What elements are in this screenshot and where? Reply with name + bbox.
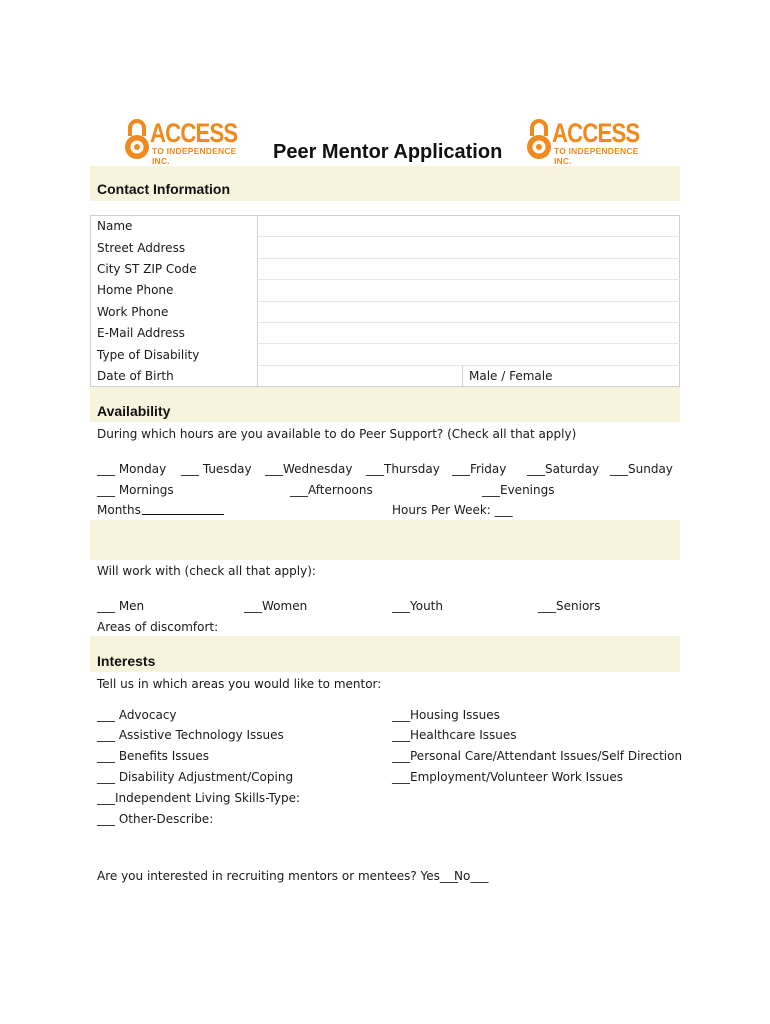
- checkbox-healthcare[interactable]: ___Healthcare Issues: [392, 728, 517, 742]
- months-label: Months: [97, 503, 141, 517]
- city-st-zip-field[interactable]: [258, 258, 680, 279]
- work-phone-field[interactable]: [258, 301, 680, 322]
- interests-heading: Interests: [97, 653, 156, 669]
- page-title: Peer Mentor Application: [273, 141, 503, 163]
- email-field[interactable]: [258, 322, 680, 343]
- checkbox-youth[interactable]: ___Youth: [392, 599, 443, 613]
- table-row: [91, 365, 680, 386]
- checkbox-wednesday[interactable]: ___Wednesday: [265, 462, 353, 476]
- table-row: [91, 322, 680, 343]
- availability-spacer-band: [90, 520, 680, 560]
- name-field[interactable]: [258, 216, 680, 237]
- field-label-name: Name: [91, 216, 258, 237]
- table-row: [91, 301, 680, 322]
- lock-icon: [526, 116, 552, 162]
- lock-icon: [124, 116, 150, 162]
- checkbox-evenings[interactable]: ___Evenings: [482, 483, 555, 497]
- availability-question: During which hours are you available to do Peer Support? (Check all that apply): [97, 427, 577, 441]
- date-of-birth-field[interactable]: [258, 365, 463, 386]
- logo-brand-text: ACCESS: [150, 118, 238, 148]
- table-row: [91, 237, 680, 258]
- table-row: [91, 216, 680, 237]
- interests-prompt: Tell us in which areas you would like to mentor:: [97, 677, 382, 691]
- contact-heading: Contact Information: [97, 181, 230, 197]
- table-row: [91, 258, 680, 279]
- checkbox-men[interactable]: ___ Men: [97, 599, 145, 613]
- type-of-disability-field[interactable]: [258, 344, 680, 365]
- field-label-city-st-zip: City ST ZIP Code: [91, 258, 258, 279]
- checkbox-sunday[interactable]: ___Sunday: [610, 462, 673, 476]
- checkbox-monday[interactable]: ___ Monday: [97, 462, 167, 476]
- table-row: [91, 280, 680, 301]
- checkbox-afternoons[interactable]: ___Afternoons: [290, 483, 373, 497]
- field-label-work-phone: Work Phone: [91, 301, 258, 322]
- checkbox-housing[interactable]: ___Housing Issues: [392, 708, 500, 722]
- checkbox-seniors[interactable]: ___Seniors: [538, 599, 601, 613]
- checkbox-women[interactable]: ___Women: [244, 599, 308, 613]
- logo-subtitle-text: TO INDEPENDENCE INC.: [152, 146, 237, 166]
- home-phone-field[interactable]: [258, 280, 680, 301]
- recruit-no[interactable]: No___: [454, 869, 489, 883]
- table-row: [91, 344, 680, 365]
- contact-section-header: [90, 166, 680, 201]
- checkbox-friday[interactable]: ___Friday: [452, 462, 507, 476]
- areas-of-discomfort-label: Areas of discomfort:: [97, 620, 219, 634]
- checkbox-saturday[interactable]: ___Saturday: [527, 462, 600, 476]
- checkbox-employment[interactable]: ___Employment/Volunteer Work Issues: [392, 770, 623, 784]
- field-label-type-of-disability: Type of Disability: [91, 344, 258, 365]
- checkbox-advocacy[interactable]: ___ Advocacy: [97, 708, 177, 722]
- field-label-home-phone: Home Phone: [91, 280, 258, 301]
- logo-left: [124, 116, 248, 166]
- field-label-date-of-birth: Date of Birth: [91, 365, 258, 386]
- checkbox-personal-care[interactable]: ___Personal Care/Attendant Issues/Self Direction: [392, 749, 683, 763]
- interests-section-header: [90, 636, 680, 672]
- checkbox-mornings[interactable]: ___ Mornings: [97, 483, 174, 497]
- months-input[interactable]: [142, 514, 224, 515]
- contact-table: [90, 215, 680, 387]
- logo-right: [526, 116, 650, 166]
- work-with-question: Will work with (check all that apply):: [97, 564, 316, 578]
- field-label-email: E-Mail Address: [91, 322, 258, 343]
- field-label-street-address: Street Address: [91, 237, 258, 258]
- gender-field[interactable]: Male / Female: [463, 365, 680, 386]
- checkbox-assistive-technology[interactable]: ___ Assistive Technology Issues: [97, 728, 284, 742]
- logo-subtitle-text: TO INDEPENDENCE INC.: [554, 146, 639, 166]
- checkbox-benefits[interactable]: ___ Benefits Issues: [97, 749, 210, 763]
- hours-per-week-field[interactable]: Hours Per Week: ___: [392, 503, 513, 517]
- checkbox-disability-adjustment[interactable]: ___ Disability Adjustment/Coping: [97, 770, 294, 784]
- logo-brand-text: ACCESS: [552, 118, 640, 148]
- checkbox-tuesday[interactable]: ___ Tuesday: [181, 462, 252, 476]
- availability-heading: Availability: [97, 403, 171, 419]
- street-address-field[interactable]: [258, 237, 680, 258]
- checkbox-independent-living[interactable]: ___Independent Living Skills-Type:: [97, 791, 301, 805]
- recruit-question-yes[interactable]: Are you interested in recruiting mentors or mentees? Yes___: [97, 869, 458, 883]
- checkbox-thursday[interactable]: ___Thursday: [366, 462, 440, 476]
- availability-section-header: [90, 387, 680, 422]
- checkbox-other[interactable]: ___ Other-Describe:: [97, 812, 214, 826]
